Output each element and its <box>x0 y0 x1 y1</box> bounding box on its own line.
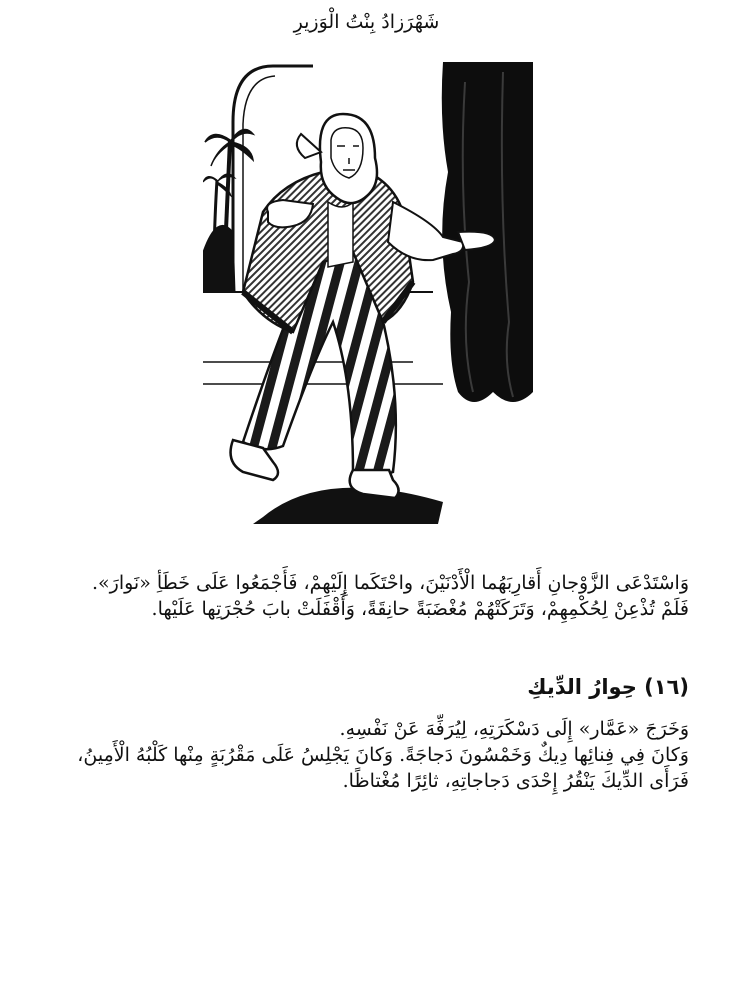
paragraph-2 <box>77 716 689 794</box>
paragraph-line: وَاسْتَدْعَى الزَّوْجانِ أَقارِبَهُما الْأَدْنَيْنَ، واحْتَكَما إِلَيْهِمْ، فَأَجْمَعُوا عَلَى خَطَأِ «نَوارَ». <box>92 572 689 594</box>
paragraph-line: وَخَرَجَ «عَمَّار» إِلَى دَسْكَرَتِهِ، لِيُرَفِّهَ عَنْ نَفْسِهِ. <box>339 718 689 740</box>
section-heading: (١٦) حِوارُ الدِّيكِ <box>527 675 689 699</box>
paragraph-line: فَرَأَى الدِّيكَ يَنْقُرُ إِحْدَى دَجاجاتِهِ، ثائِرًا مُغْتاظًا. <box>342 770 689 792</box>
paragraph-1 <box>89 570 689 622</box>
curtain <box>442 62 533 402</box>
paragraph-line: وَكانَ فِي فِنائِها دِيكٌ وَخَمْسُونَ دَجاجَةً. وَكانَ يَجْلِسُ عَلَى مَقْرُبَةٍ مِنْها كَلْبُهُ الْأَمِينُ، <box>77 744 689 766</box>
palm-tree-icon <box>203 130 253 293</box>
woman-by-curtain-illustration <box>203 62 533 524</box>
floor-shadow <box>253 488 443 524</box>
running-title: شَهْرَزادُ بِنْتُ الْوَزيرِ <box>293 11 440 33</box>
paragraph-line: فَلَمْ تُذْعِنْ لِحُكْمِهِمْ، وَتَرَكَتْهُمْ مُغْضَبَةً حانِقَةً، وَأَقْفَلَتْ بابَ حُجْرَتِها عَلَيْها. <box>151 598 689 620</box>
